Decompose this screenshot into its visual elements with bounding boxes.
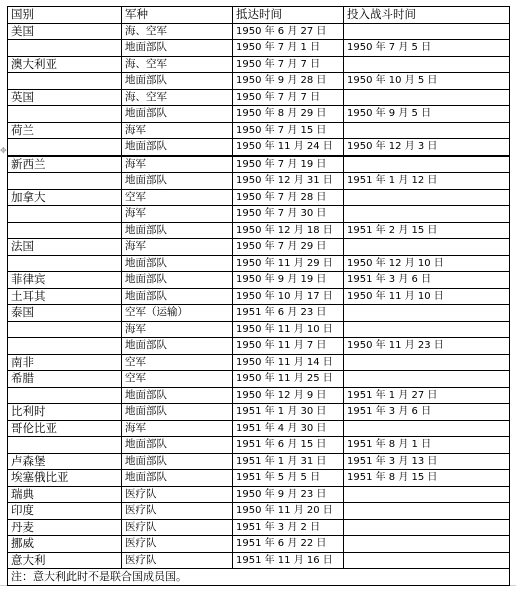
header-combat: 投入战斗时间 xyxy=(344,7,510,24)
cell-arrival: 1950 年 11 月 25 日 xyxy=(233,371,344,388)
cell-combat xyxy=(344,189,510,206)
cell-country: 澳大利亚 xyxy=(8,56,122,73)
cell-arrival: 1950 年 9 月 23 日 xyxy=(233,486,344,503)
cell-arrival: 1951 年 1 月 31 日 xyxy=(233,453,344,470)
cell-combat: 1951 年 1 月 12 日 xyxy=(344,173,510,190)
cell-arrival: 1950 年 7 月 15 日 xyxy=(233,122,344,139)
cell-country: 加拿大 xyxy=(8,189,122,206)
table-row xyxy=(8,156,510,173)
header-service: 军种 xyxy=(122,7,233,24)
cell-service: 地面部队 xyxy=(122,437,233,454)
table-row xyxy=(8,437,510,454)
cell-combat: 1951 年 1 月 27 日 xyxy=(344,387,510,404)
cell-combat xyxy=(344,486,510,503)
table-row xyxy=(8,106,510,123)
cell-combat xyxy=(344,420,510,437)
table-row xyxy=(8,420,510,437)
table-row xyxy=(8,23,510,40)
cell-service: 海军 xyxy=(122,420,233,437)
cell-combat xyxy=(344,371,510,388)
cell-country: 埃塞俄比亚 xyxy=(8,470,122,487)
cell-arrival: 1950 年 11 月 10 日 xyxy=(233,321,344,338)
table-row xyxy=(8,189,510,206)
cell-service: 医疗队 xyxy=(122,519,233,536)
cell-service: 地面部队 xyxy=(122,222,233,239)
table-row xyxy=(8,56,510,73)
cell-country: 挪威 xyxy=(8,536,122,553)
table-row xyxy=(8,255,510,272)
cell-country: 比利时 xyxy=(8,404,122,421)
header-arrival: 抵达时间 xyxy=(233,7,344,24)
cell-country: 法国 xyxy=(8,239,122,256)
cell-arrival: 1950 年 11 月 24 日 xyxy=(233,139,344,156)
cell-arrival: 1951 年 4 月 30 日 xyxy=(233,420,344,437)
cell-combat xyxy=(344,519,510,536)
cell-combat xyxy=(344,552,510,569)
cell-country: 瑞典 xyxy=(8,486,122,503)
cell-combat xyxy=(344,89,510,106)
cell-country: 英国 xyxy=(8,89,122,106)
cell-country: 卢森堡 xyxy=(8,453,122,470)
cell-combat: 1950 年 10 月 5 日 xyxy=(344,73,510,90)
cell-service: 空军（运输） xyxy=(122,305,233,322)
cell-country: 南非 xyxy=(8,354,122,371)
cell-combat: 1951 年 8 月 15 日 xyxy=(344,470,510,487)
table-row xyxy=(8,503,510,520)
cell-service: 地面部队 xyxy=(122,106,233,123)
cell-combat: 1951 年 2 月 15 日 xyxy=(344,222,510,239)
cell-arrival: 1951 年 1 月 30 日 xyxy=(233,404,344,421)
cell-arrival: 1950 年 7 月 29 日 xyxy=(233,239,344,256)
cell-country xyxy=(8,338,122,355)
header-country: 国别 xyxy=(8,7,122,24)
table-row xyxy=(8,40,510,57)
table-row xyxy=(8,486,510,503)
cell-arrival: 1951 年 6 月 23 日 xyxy=(233,305,344,322)
cell-combat: 1951 年 3 月 13 日 xyxy=(344,453,510,470)
document-page xyxy=(7,6,509,586)
cell-service: 空军 xyxy=(122,371,233,388)
cell-country xyxy=(8,73,122,90)
cell-arrival: 1950 年 11 月 29 日 xyxy=(233,255,344,272)
cell-service: 医疗队 xyxy=(122,536,233,553)
table-row xyxy=(8,470,510,487)
cell-arrival: 1951 年 3 月 2 日 xyxy=(233,519,344,536)
cell-country: 新西兰 xyxy=(8,156,122,173)
table-header-row xyxy=(8,7,510,24)
cell-country: 泰国 xyxy=(8,305,122,322)
cell-service: 地面部队 xyxy=(122,73,233,90)
table-row xyxy=(8,272,510,289)
cell-country xyxy=(8,437,122,454)
table-move-handle-icon[interactable]: ✥ xyxy=(0,146,7,155)
cell-country xyxy=(8,206,122,223)
cell-arrival: 1950 年 8 月 29 日 xyxy=(233,106,344,123)
cell-service: 海、空军 xyxy=(122,23,233,40)
cell-service: 空军 xyxy=(122,189,233,206)
cell-arrival: 1950 年 11 月 14 日 xyxy=(233,354,344,371)
cell-combat xyxy=(344,239,510,256)
table-row xyxy=(8,305,510,322)
cell-combat xyxy=(344,206,510,223)
table-row xyxy=(8,321,510,338)
table-row xyxy=(8,222,510,239)
cell-country xyxy=(8,173,122,190)
table-note-row xyxy=(8,569,510,586)
cell-service: 地面部队 xyxy=(122,288,233,305)
cell-country xyxy=(8,222,122,239)
table-row xyxy=(8,139,510,156)
cell-arrival: 1950 年 7 月 7 日 xyxy=(233,89,344,106)
cell-arrival: 1950 年 7 月 30 日 xyxy=(233,206,344,223)
cell-combat: 1950 年 11 月 10 日 xyxy=(344,288,510,305)
table-row xyxy=(8,288,510,305)
cell-arrival: 1950 年 12 月 31 日 xyxy=(233,173,344,190)
table-row xyxy=(8,338,510,355)
cell-arrival: 1951 年 6 月 15 日 xyxy=(233,437,344,454)
cell-arrival: 1950 年 11 月 7 日 xyxy=(233,338,344,355)
cell-service: 海军 xyxy=(122,239,233,256)
cell-country: 哥伦比亚 xyxy=(8,420,122,437)
cell-arrival: 1950 年 7 月 19 日 xyxy=(233,156,344,173)
cell-service: 空军 xyxy=(122,354,233,371)
cell-service: 地面部队 xyxy=(122,387,233,404)
cell-combat: 1950 年 11 月 23 日 xyxy=(344,338,510,355)
cell-arrival: 1951 年 5 月 5 日 xyxy=(233,470,344,487)
cell-combat: 1950 年 12 月 3 日 xyxy=(344,139,510,156)
cell-country xyxy=(8,387,122,404)
cell-arrival: 1950 年 9 月 28 日 xyxy=(233,73,344,90)
cell-combat xyxy=(344,23,510,40)
cell-combat xyxy=(344,305,510,322)
cell-service: 海、空军 xyxy=(122,89,233,106)
cell-service: 地面部队 xyxy=(122,453,233,470)
cell-service: 地面部队 xyxy=(122,40,233,57)
cell-arrival: 1950 年 7 月 7 日 xyxy=(233,56,344,73)
cell-service: 地面部队 xyxy=(122,255,233,272)
cell-combat xyxy=(344,321,510,338)
cell-country: 丹麦 xyxy=(8,519,122,536)
table-row xyxy=(8,73,510,90)
table-row xyxy=(8,89,510,106)
cell-combat: 1951 年 8 月 1 日 xyxy=(344,437,510,454)
cell-service: 海军 xyxy=(122,122,233,139)
cell-service: 地面部队 xyxy=(122,139,233,156)
cell-arrival: 1950 年 12 月 18 日 xyxy=(233,222,344,239)
table-row xyxy=(8,173,510,190)
cell-combat: 1951 年 3 月 6 日 xyxy=(344,272,510,289)
cell-country: 美国 xyxy=(8,23,122,40)
cell-country xyxy=(8,139,122,156)
cell-country: 意大利 xyxy=(8,552,122,569)
cell-arrival: 1950 年 11 月 20 日 xyxy=(233,503,344,520)
table-row xyxy=(8,239,510,256)
cell-country xyxy=(8,106,122,123)
cell-combat: 1950 年 7 月 5 日 xyxy=(344,40,510,57)
table-row xyxy=(8,536,510,553)
cell-combat xyxy=(344,503,510,520)
cell-service: 海军 xyxy=(122,321,233,338)
cell-country: 菲律宾 xyxy=(8,272,122,289)
cell-service: 地面部队 xyxy=(122,404,233,421)
cell-arrival: 1950 年 7 月 1 日 xyxy=(233,40,344,57)
cell-arrival: 1950 年 6 月 27 日 xyxy=(233,23,344,40)
cell-service: 地面部队 xyxy=(122,470,233,487)
table-row xyxy=(8,404,510,421)
cell-combat xyxy=(344,354,510,371)
cell-country xyxy=(8,40,122,57)
cell-service: 地面部队 xyxy=(122,173,233,190)
cell-service: 地面部队 xyxy=(122,272,233,289)
cell-arrival: 1951 年 11 月 16 日 xyxy=(233,552,344,569)
table-row xyxy=(8,453,510,470)
cell-country xyxy=(8,255,122,272)
cell-service: 海、空军 xyxy=(122,56,233,73)
cell-service: 医疗队 xyxy=(122,486,233,503)
table-row xyxy=(8,371,510,388)
table-body xyxy=(8,23,510,569)
cell-arrival: 1950 年 12 月 9 日 xyxy=(233,387,344,404)
cell-combat xyxy=(344,156,510,173)
table-row xyxy=(8,206,510,223)
table-row xyxy=(8,552,510,569)
cell-country: 希腊 xyxy=(8,371,122,388)
cell-combat: 1950 年 9 月 5 日 xyxy=(344,106,510,123)
table-row xyxy=(8,519,510,536)
cell-country: 印度 xyxy=(8,503,122,520)
cell-combat xyxy=(344,122,510,139)
cell-combat: 1951 年 3 月 6 日 xyxy=(344,404,510,421)
table-row xyxy=(8,387,510,404)
table-note: 注：意大利此时不是联合国成员国。 xyxy=(8,569,510,586)
cell-service: 医疗队 xyxy=(122,552,233,569)
cell-combat: 1950 年 12 月 10 日 xyxy=(344,255,510,272)
cell-service: 医疗队 xyxy=(122,503,233,520)
cell-arrival: 1951 年 6 月 22 日 xyxy=(233,536,344,553)
cell-country: 荷兰 xyxy=(8,122,122,139)
cell-service: 地面部队 xyxy=(122,338,233,355)
cell-arrival: 1950 年 9 月 19 日 xyxy=(233,272,344,289)
cell-arrival: 1950 年 10 月 17 日 xyxy=(233,288,344,305)
cell-service: 海军 xyxy=(122,206,233,223)
cell-country: 土耳其 xyxy=(8,288,122,305)
cell-arrival: 1950 年 7 月 28 日 xyxy=(233,189,344,206)
table-row xyxy=(8,354,510,371)
cell-combat xyxy=(344,536,510,553)
troop-deployment-table xyxy=(7,6,510,586)
cell-combat xyxy=(344,56,510,73)
table-row xyxy=(8,122,510,139)
cell-country xyxy=(8,321,122,338)
cell-service: 海军 xyxy=(122,156,233,173)
